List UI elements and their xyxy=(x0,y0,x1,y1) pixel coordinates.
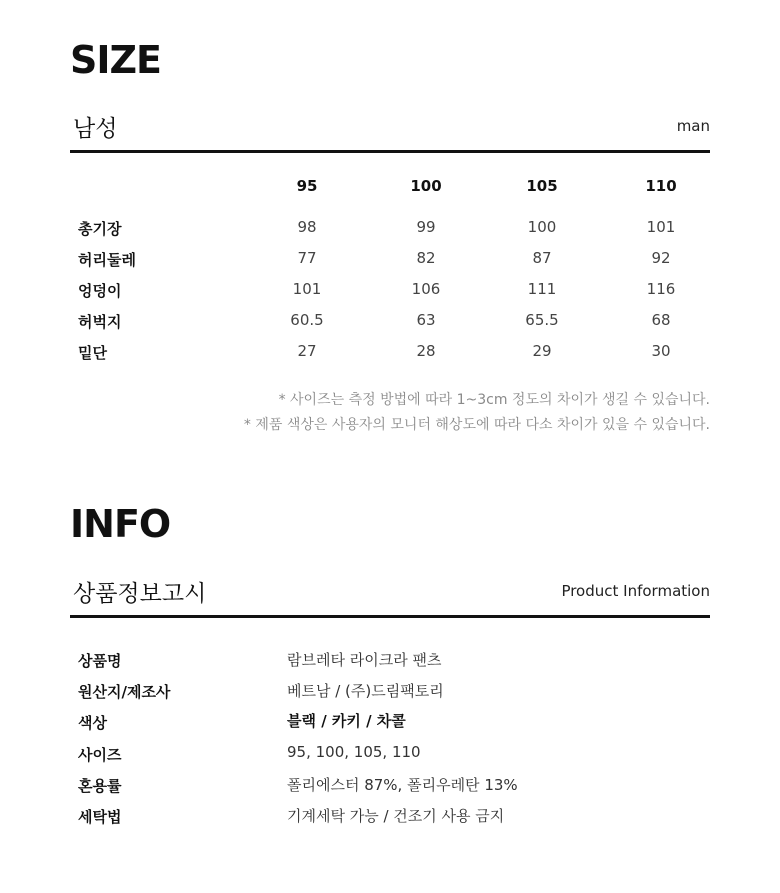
info-row-label: 세탁법 xyxy=(78,808,122,826)
info-row-value: 폴리에스터 87%, 폴리우레탄 13% xyxy=(287,776,518,794)
size-row-label: 허리둘레 xyxy=(78,251,136,269)
size-cell: 87 xyxy=(532,249,552,267)
size-note: * 제품 색상은 사용자의 모니터 해상도에 따라 다소 차이가 있을 수 있습니다. xyxy=(243,417,710,433)
info-divider xyxy=(70,615,710,618)
size-column-header: 95 xyxy=(296,177,318,195)
size-column-header: 110 xyxy=(645,177,677,195)
size-cell: 27 xyxy=(297,342,317,360)
info-subtitle-right: Product Information xyxy=(561,582,710,600)
info-row-value: 블랙 / 카키 / 차콜 xyxy=(287,712,406,730)
size-cell: 99 xyxy=(416,218,436,236)
size-note: * 사이즈는 측정 방법에 따라 1~3cm 정도의 차이가 생길 수 있습니다. xyxy=(278,392,710,408)
info-row-value: 기계세탁 가능 / 건조기 사용 금지 xyxy=(287,807,505,825)
info-row-value: 95, 100, 105, 110 xyxy=(287,743,421,761)
size-cell: 28 xyxy=(416,342,436,360)
info-row-value: 람브레타 라이크라 팬츠 xyxy=(287,651,442,669)
size-unit-label: man xyxy=(676,117,710,135)
size-row-label: 총기장 xyxy=(78,220,122,238)
size-cell: 29 xyxy=(532,342,552,360)
size-row-label: 허벅지 xyxy=(78,313,122,331)
size-cell: 68 xyxy=(651,311,671,329)
info-row-label: 상품명 xyxy=(78,652,122,670)
info-title: INFO xyxy=(70,502,171,546)
size-cell: 101 xyxy=(646,218,676,236)
size-cell: 30 xyxy=(651,342,671,360)
size-cell: 101 xyxy=(292,280,322,298)
info-subtitle: 상품정보고시 xyxy=(73,581,207,607)
info-row-label: 혼용률 xyxy=(78,777,122,795)
size-cell: 82 xyxy=(416,249,436,267)
size-cell: 106 xyxy=(411,280,441,298)
size-column-header: 100 xyxy=(410,177,442,195)
size-cell: 98 xyxy=(297,218,317,236)
size-row-label: 밑단 xyxy=(78,344,107,362)
size-cell: 77 xyxy=(297,249,317,267)
size-subtitle: 남성 xyxy=(73,116,118,142)
size-column-header: 105 xyxy=(526,177,558,195)
info-row-label: 원산지/제조사 xyxy=(78,683,171,701)
size-cell: 111 xyxy=(527,280,557,298)
size-divider xyxy=(70,150,710,153)
size-cell: 60.5 xyxy=(290,311,324,329)
size-title: SIZE xyxy=(70,38,162,82)
size-cell: 63 xyxy=(416,311,436,329)
info-row-label: 색상 xyxy=(78,714,107,732)
size-cell: 92 xyxy=(651,249,671,267)
info-row-label: 사이즈 xyxy=(78,746,122,764)
info-row-value: 베트남 / (주)드림팩토리 xyxy=(287,682,444,700)
size-cell: 65.5 xyxy=(525,311,559,329)
size-row-label: 엉덩이 xyxy=(78,282,122,300)
size-cell: 100 xyxy=(527,218,557,236)
size-cell: 116 xyxy=(646,280,676,298)
